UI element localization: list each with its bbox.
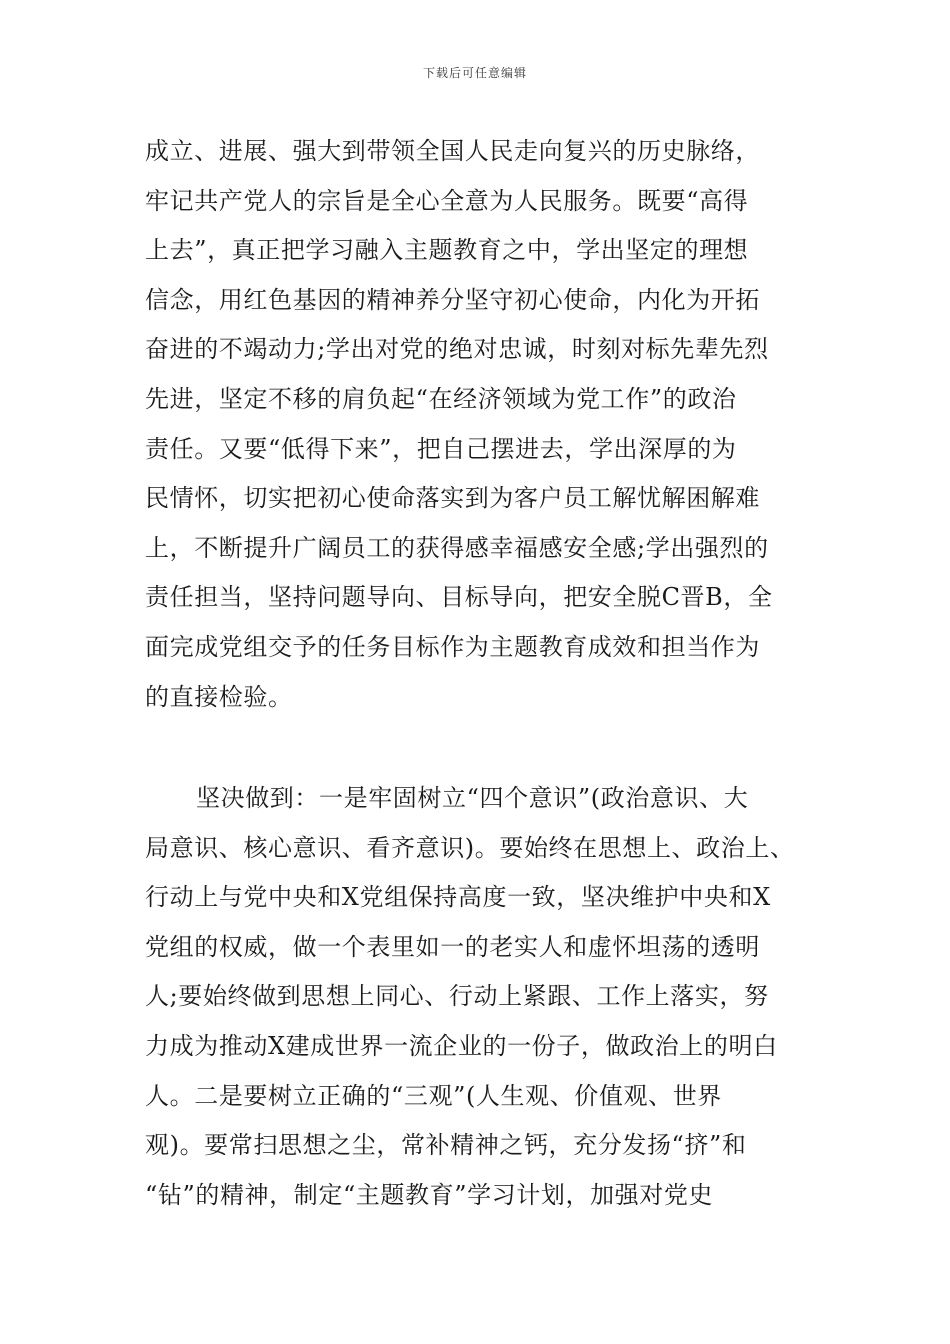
text-line: 奋进的不竭动力;学出对党的绝对忠诚，时刻对标先辈先烈 [145,335,769,364]
text-line: 成立、进展、强大到带领全国人民走向复兴的历史脉络， [145,137,760,165]
text-line: 党组的权威，做一个表里如一的老实人和虚怀坦荡的透明 [145,932,760,961]
text-line: 人。二是要树立正确的“三观”(人生观、价值观、世界 [145,1081,722,1110]
page-header: 下载后可任意编辑 [422,66,527,80]
text-line: 先进，坚定不移的肩负起“在经济领域为党工作”的政治 [145,384,737,413]
text-line: 坚决做到：一是牢固树立“四个意识”(政治意识、大 [196,784,749,812]
text-line: 面完成党组交予的任务目标作为主题教育成效和担当作为 [145,632,760,661]
text-line: 上去”，真正把学习融入主题教育之中，学出坚定的理想 [145,236,749,265]
text-line: 信念，用红色基因的精神养分坚守初心使命，内化为开拓 [145,285,760,314]
text-line: 民情怀，切实把初心使命落实到为客户员工解忧解困解难 [145,484,760,513]
text-line: 人;要始终做到思想上同心、行动上紧跟、工作上落实，努 [145,982,769,1011]
text-line: 观)。要常扫思想之尘，常补精神之钙，充分发扬“挤”和 [145,1131,747,1160]
text-line: 上，不断提升广阔员工的获得感幸福感安全感;学出强烈的 [145,533,769,562]
text-line: 责任担当，坚持问题导向、目标导向，把安全脱C晋B，全 [145,583,773,612]
text-line: 责任。又要“低得下来”，把自己摆进去，学出深厚的为 [145,434,737,463]
text-line: 行动上与党中央和X党组保持高度一致，坚决维护中央和X [145,883,771,912]
text-line: 的直接检验。 [145,682,293,711]
paragraph-1 [145,127,813,722]
text-line: “钻”的精神，制定“主题教育”学习计划，加强对党史 [145,1180,714,1209]
text-line: 力成为推动X建成世界一流企业的一份子，做政治上的明白 [145,1031,778,1060]
text-line: 牢记共产党人的宗旨是全心全意为人民服务。既要“高得 [145,186,749,215]
text-line: 局意识、核心意识、看齐意识)。要始终在思想上、政治上、 [145,833,795,862]
paragraph-2 [145,774,813,1220]
